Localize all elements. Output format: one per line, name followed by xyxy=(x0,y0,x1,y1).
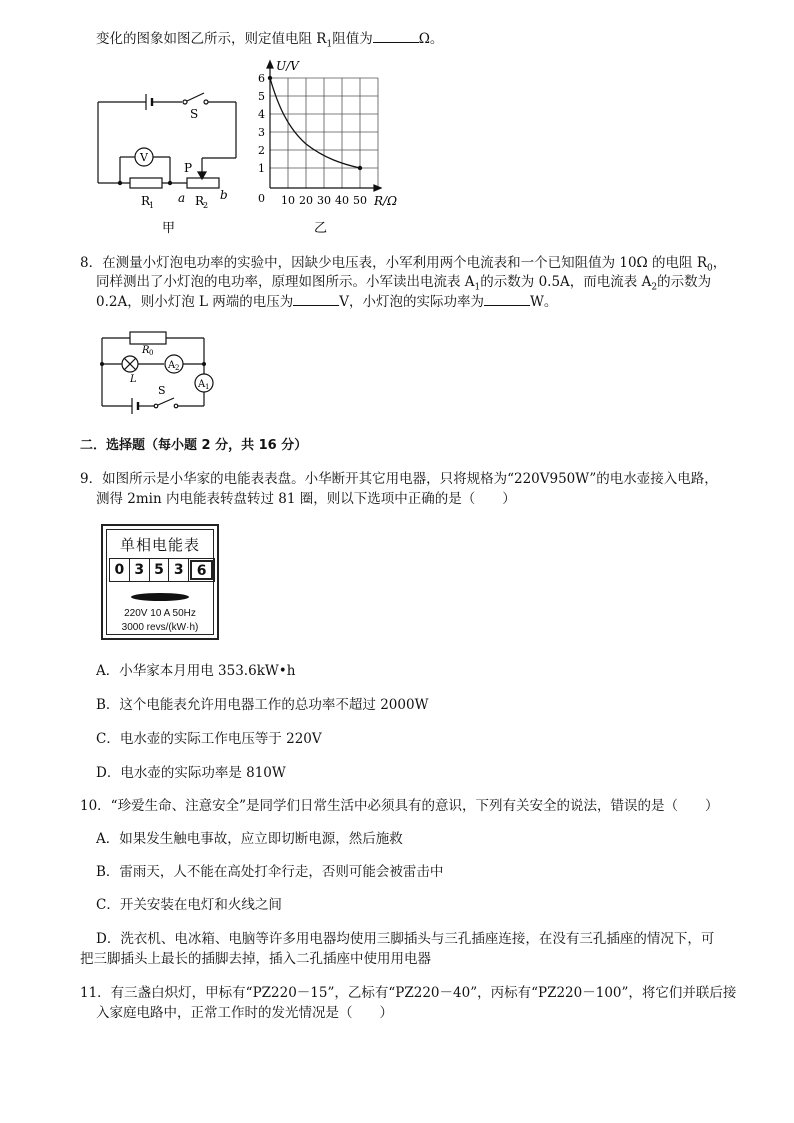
meter-inner-frame xyxy=(106,529,214,635)
q8-line-3-a: 0.2A，则小灯泡 L 两端的电压为 xyxy=(96,294,294,310)
q7-unit: Ω。 xyxy=(418,31,444,47)
y-tick: 6 xyxy=(258,72,265,85)
slider-label: P xyxy=(184,161,193,175)
ammeter-a2-sub: 2 xyxy=(175,364,180,372)
y-tick: 3 xyxy=(258,126,265,139)
q10-stem: 10．“珍爱生命、注意安全”是同学们日常生活中必须具有的意识，下列有关安全的说法，错误的是（ ） xyxy=(80,798,719,814)
q8-line-1-end: ， xyxy=(712,255,727,271)
q8-line-2-a: 同样测出了小灯泡的电功率，原理如图所示。小军读出电流表 A xyxy=(96,274,475,290)
lamp-label: L xyxy=(130,374,137,385)
q10-option-d-line-1[interactable]: D．洗衣机、电冰箱、电脑等许多用电器均使用三脚插头与三孔插座连接，在没有三孔插座的情况下，可 xyxy=(96,931,715,947)
q7-text-line xyxy=(96,30,443,54)
q8-line-2-b: 的示数为 0.5A，而电流表 A xyxy=(480,274,652,290)
meter-digit: 3 xyxy=(130,559,150,581)
meter-title: 单相电能表 xyxy=(119,536,200,554)
q9-line-2: 测得 2min 内电能表转盘转过 81 圈，则以下选项中正确的是（ ） xyxy=(96,491,516,507)
q7-text-a: 变化的图象如图乙所示，则定值电阻 R xyxy=(96,31,327,47)
r0-label: R xyxy=(142,345,150,356)
r2-label-sub: 2 xyxy=(203,201,209,210)
end-b-label: b xyxy=(220,188,228,202)
ammeter-a1-sub: 1 xyxy=(205,383,210,391)
meter-digit: 5 xyxy=(150,559,170,581)
y-tick: 1 xyxy=(258,162,265,175)
curve-start-point xyxy=(268,76,272,80)
q8-line-1-text: 8．在测量小灯泡电功率的实验中，因缺少电压表，小军利用两个电流表和一个已知阻值为 10Ω 的电阻 R xyxy=(80,255,707,271)
q9-option-a[interactable]: A．小华家本月用电 353.6kW•h xyxy=(96,663,296,679)
q8-line-2-c: 的示数为 xyxy=(657,274,712,290)
q9-line-1: 9．如图所示是小华家的电能表表盘。小华断开其它用电器，只将规格为“220V950W”的电水壶接入电路， xyxy=(80,471,718,487)
q10-option-b[interactable]: B．雷雨天，人不能在高处打伞行走，否则可能会被雷击中 xyxy=(96,864,444,880)
q8-power-blank xyxy=(484,293,530,306)
x-tick: 50 xyxy=(353,194,367,207)
u-r-curve xyxy=(270,78,360,168)
meter-rotating-disc xyxy=(131,593,189,601)
meter-spec-line-2: 3000 revs/(kW·h) xyxy=(121,622,199,633)
y-tick: 5 xyxy=(258,90,265,103)
q7-answer-blank xyxy=(373,30,419,43)
meter-spec-line-1: 220V 10 A 50Hz xyxy=(124,608,196,619)
q8-line-3-c: W。 xyxy=(530,294,558,310)
q11-line-1: 11．有三盏白炽灯，甲标有“PZ220－15”，乙标有“PZ220－40”，丙标有“PZ220－100”，将它们并联后接 xyxy=(80,985,737,1001)
origin-label: 0 xyxy=(258,192,265,205)
q9-option-b[interactable]: B．这个电能表允许用电器工作的总功率不超过 2000W xyxy=(96,697,429,713)
q10-option-a[interactable]: A．如果发生触电事故，应立即切断电源，然后施救 xyxy=(96,831,403,847)
q8-line-3-b: V，小灯泡的实际功率为 xyxy=(339,294,485,310)
x-tick: 30 xyxy=(317,194,331,207)
x-tick: 20 xyxy=(299,194,313,207)
q7-circuit-figure-jia xyxy=(90,80,250,240)
energy-meter xyxy=(101,524,219,640)
figure-jia-caption: 甲 xyxy=(162,221,176,236)
q10-option-c[interactable]: C．开关安装在电灯和火线之间 xyxy=(96,897,282,913)
q8-line-1-sub: 0 xyxy=(707,263,713,274)
q9-option-c[interactable]: C．电水壶的实际工作电压等于 220V xyxy=(96,731,322,747)
r1-label-sub: 1 xyxy=(149,201,155,210)
r1-label: R xyxy=(141,194,151,208)
y-axis-label: U/V xyxy=(276,59,299,73)
voltmeter-label: V xyxy=(140,151,148,164)
q8-line-3 xyxy=(96,293,557,311)
q8-line-2-sub1: 1 xyxy=(474,282,481,293)
r2-label: R xyxy=(195,194,205,208)
q8-circuit-figure xyxy=(94,322,224,416)
q9-option-d[interactable]: D．电水壶的实际功率是 810W xyxy=(96,765,286,781)
curve-end-point xyxy=(358,166,362,170)
meter-digit-row xyxy=(109,558,215,582)
meter-decimal-digit: 6 xyxy=(190,560,213,580)
section-heading: 二．选择题（每小题 2 分，共 16 分） xyxy=(80,438,308,453)
ammeter-a1-label: A xyxy=(198,379,206,390)
x-tick: 40 xyxy=(335,194,349,207)
x-tick: 10 xyxy=(281,194,295,207)
meter-digit: 0 xyxy=(110,559,130,581)
q7-text-sub: 1 xyxy=(326,39,333,50)
meter-digit: 3 xyxy=(169,559,189,581)
end-a-label: a xyxy=(178,191,186,205)
figure-yi-caption: 乙 xyxy=(314,221,328,236)
y-tick: 4 xyxy=(258,108,265,121)
x-axis-label: R/Ω xyxy=(374,194,398,208)
y-tick: 2 xyxy=(258,144,265,157)
r0-label-sub: 0 xyxy=(149,349,154,357)
ammeter-a2-label: A xyxy=(168,360,176,371)
q8-voltage-blank xyxy=(293,293,339,306)
q8-line-2-sub2: 2 xyxy=(651,282,658,293)
q8-switch-label: S xyxy=(158,384,166,397)
q7-graph-figure-yi xyxy=(252,58,412,238)
q11-line-2: 入家庭电路中，正常工作时的发光情况是（ ） xyxy=(96,1005,393,1021)
switch-label: S xyxy=(190,107,199,121)
q7-text-b: 阻值为 xyxy=(332,31,373,47)
q10-option-d-line-2[interactable]: 把三脚插头上最长的插脚去掉，插入二孔插座中使用用电器 xyxy=(80,951,431,967)
